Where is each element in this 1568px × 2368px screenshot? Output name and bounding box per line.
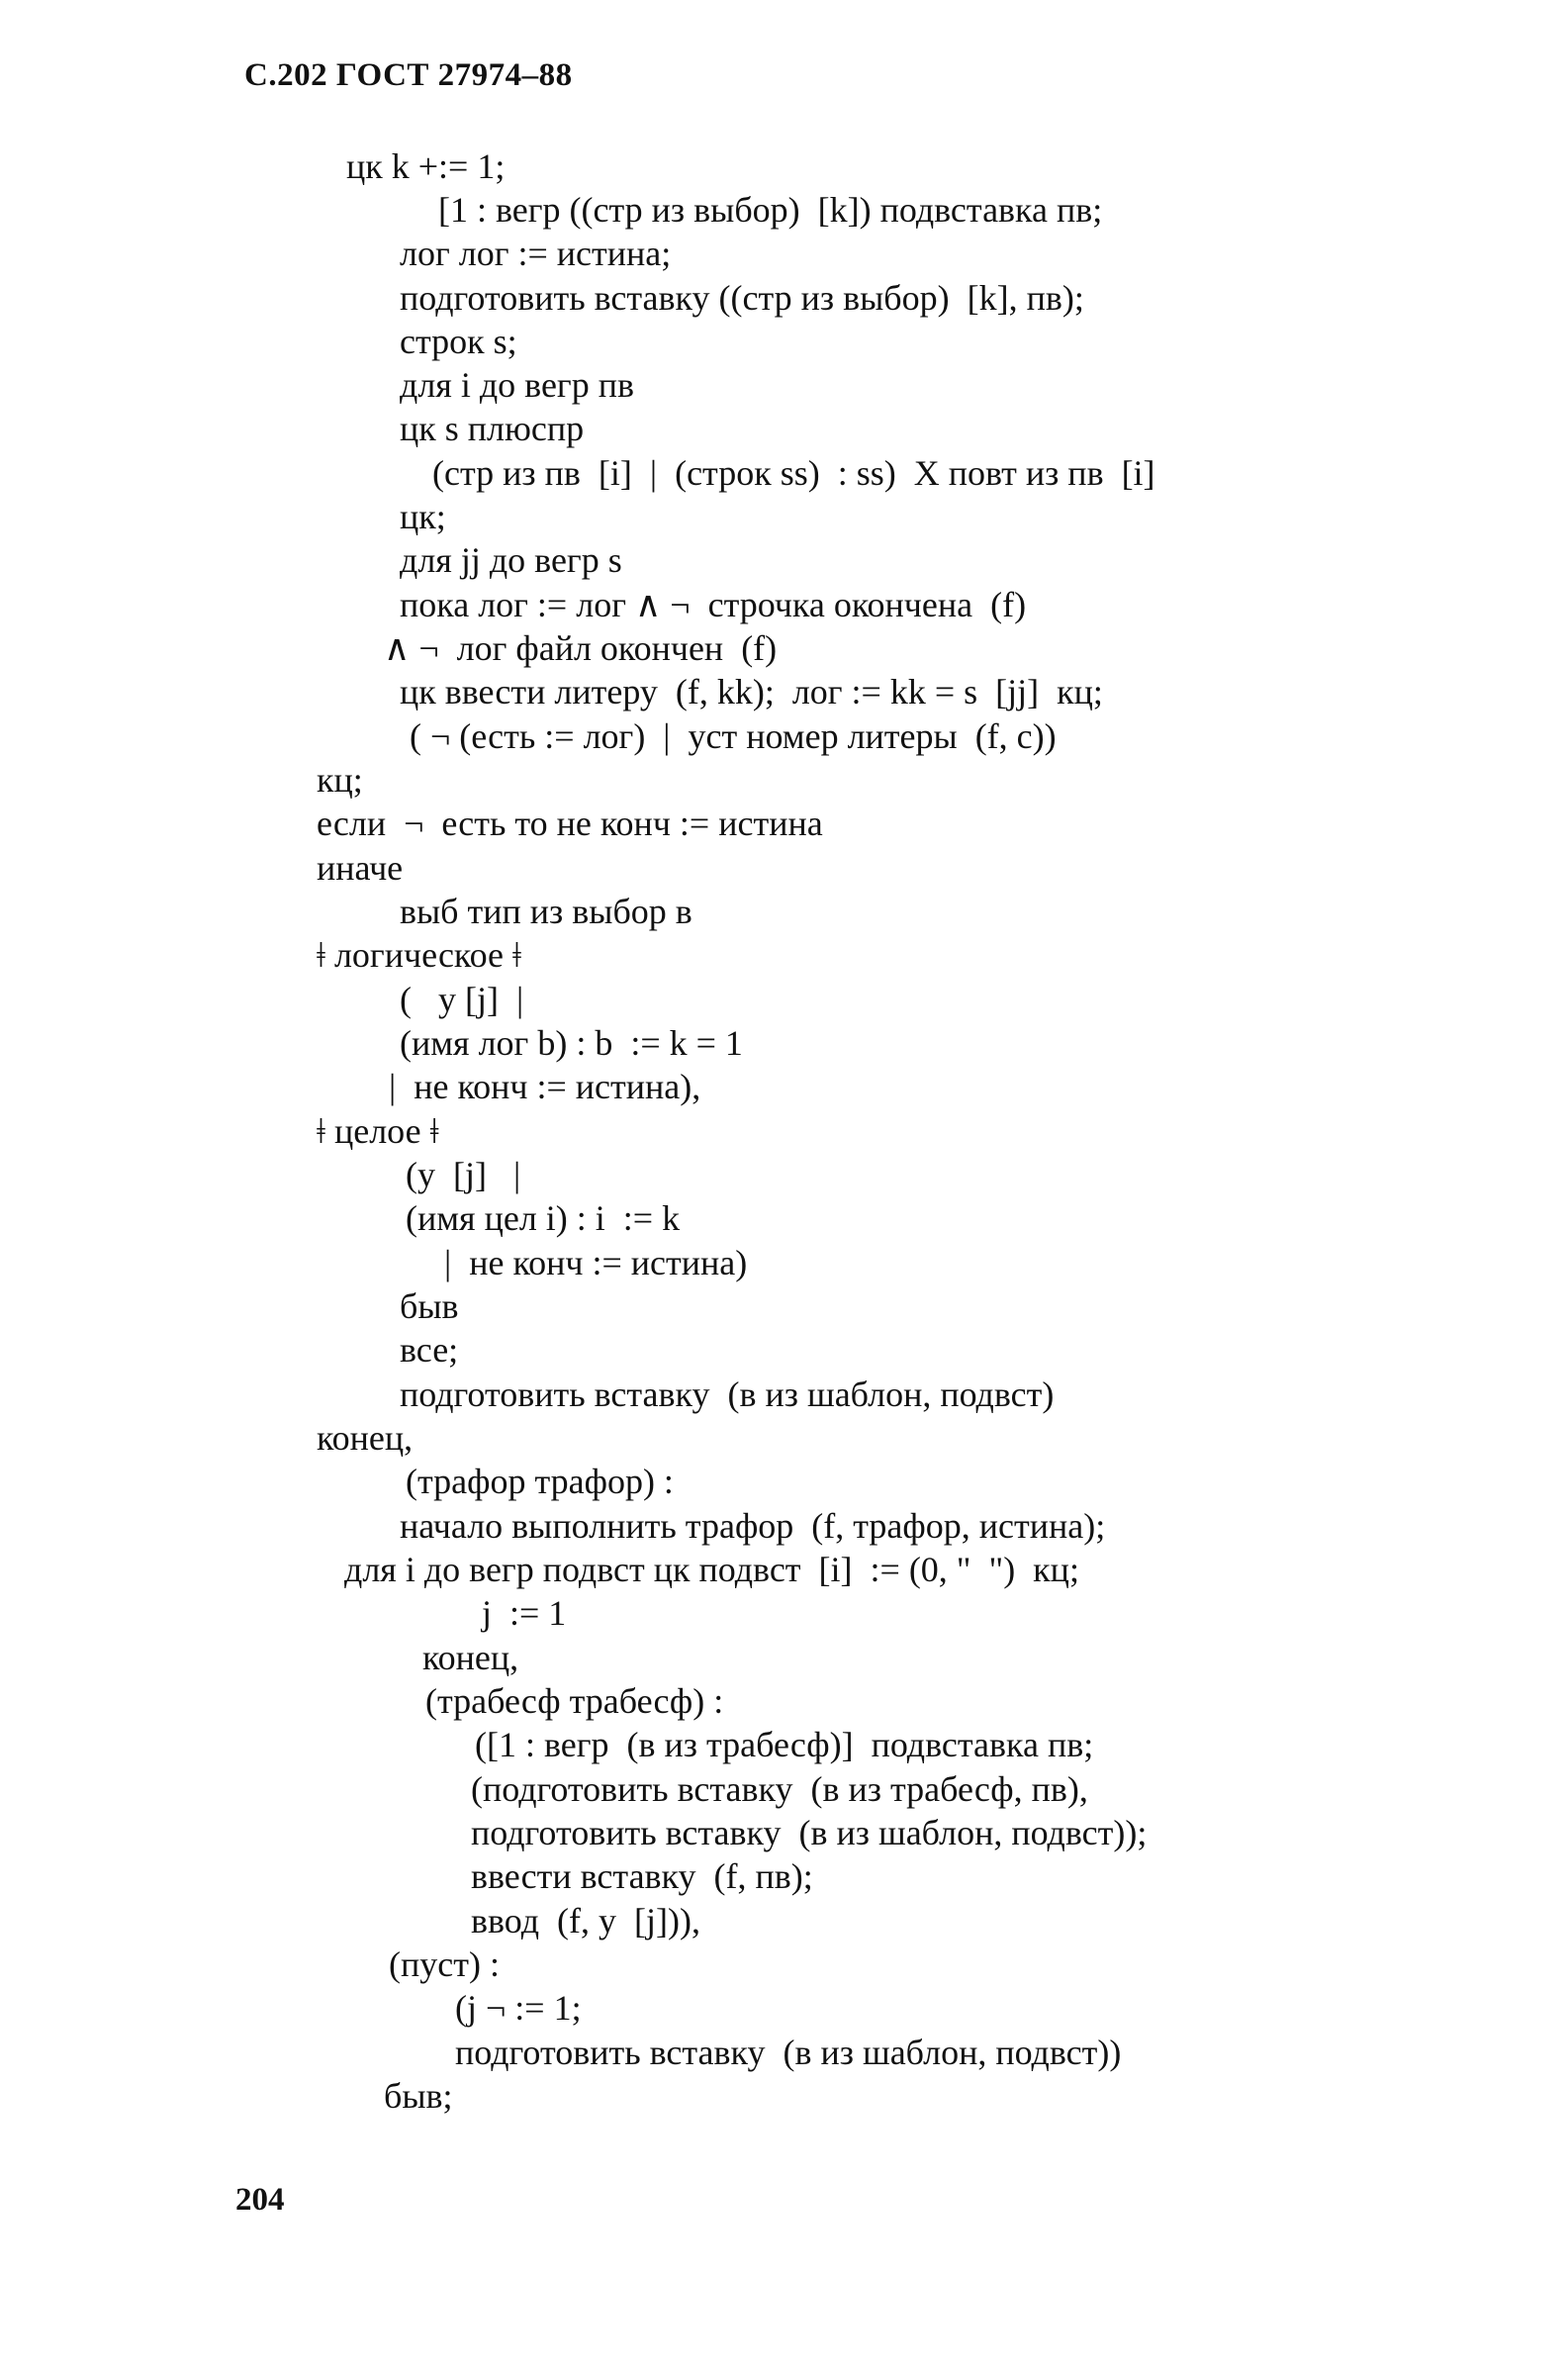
page-header: С.202 ГОСТ 27974–88 bbox=[244, 57, 573, 93]
code-line: быв bbox=[400, 1286, 459, 1326]
code-line: конец, bbox=[317, 1418, 414, 1458]
code-line: (у [j] | bbox=[406, 1155, 521, 1194]
code-line: цк ввести литеру (f, kk); лог := kk = s [jj] кц; bbox=[400, 672, 1103, 711]
code-line: (подготовить вставку (в из трабесф, пв), bbox=[471, 1769, 1088, 1809]
code-line: цк; bbox=[400, 497, 446, 536]
code-line: цк k +:= 1; bbox=[346, 146, 506, 186]
code-line: ввод (f, у [j])), bbox=[471, 1901, 700, 1941]
code-line: лог лог := истина; bbox=[400, 234, 672, 273]
code-line: выб тип из выбор в bbox=[400, 892, 692, 931]
code-line: подготовить вставку ((стр из выбор) [k], пв); bbox=[400, 278, 1084, 318]
code-line: ввести вставку (f, пв); bbox=[471, 1856, 813, 1896]
code-line: | не конч := истина) bbox=[444, 1243, 748, 1282]
code-line: (трабесф трабесф) : bbox=[425, 1681, 724, 1721]
page-number: 204 bbox=[235, 2182, 285, 2218]
code-line: начало выполнить трафор (f, трафор, истина); bbox=[400, 1506, 1106, 1546]
code-line: ǂ целое ǂ bbox=[317, 1111, 439, 1151]
code-line: ([1 : вегр (в из трабесф)] подвставка пв; bbox=[475, 1725, 1094, 1764]
code-line: для jj до вегр s bbox=[400, 540, 622, 580]
code-line: | не конч := истина), bbox=[389, 1067, 701, 1106]
code-line: ( у [j] | bbox=[400, 980, 524, 1019]
code-line: для i до вегр подвст цк подвст [i] := (0, " ") кц; bbox=[344, 1550, 1079, 1589]
code-line: ∧ ¬ лог файл окончен (f) bbox=[384, 628, 778, 668]
code-line: все; bbox=[400, 1330, 459, 1370]
code-line: пока лог := лог ∧ ¬ строчка окончена (f) bbox=[400, 585, 1027, 624]
code-line: (стр из пв [i] | (строк ss) : ss) X повт из пв [i] bbox=[432, 453, 1155, 493]
code-line: подготовить вставку (в из шаблон, подвст) bbox=[400, 1374, 1055, 1414]
code-line: (имя лог b) : b := k = 1 bbox=[400, 1023, 743, 1063]
code-line: иначе bbox=[317, 848, 404, 888]
code-line: конец, bbox=[422, 1638, 519, 1677]
code-line: ( ¬ (есть := лог) | уст номер литеры (f, c)) bbox=[410, 716, 1057, 756]
code-line: j := 1 bbox=[482, 1593, 567, 1633]
code-line: если ¬ есть то не конч := истина bbox=[317, 804, 823, 843]
code-line: (j ¬ := 1; bbox=[455, 1988, 582, 2028]
code-line: цк s плюспр bbox=[400, 409, 585, 448]
code-line: [1 : вегр ((стр из выбор) [k]) подвставка пв; bbox=[438, 190, 1103, 230]
code-line: (пуст) : bbox=[389, 1944, 500, 1984]
code-line: (имя цел i) : i := k bbox=[406, 1198, 681, 1238]
code-line: подготовить вставку (в из шаблон, подвст)) bbox=[455, 2033, 1122, 2072]
code-line: подготовить вставку (в из шаблон, подвст)); bbox=[471, 1813, 1148, 1852]
code-line: (трафор трафор) : bbox=[406, 1462, 674, 1501]
code-line: быв; bbox=[384, 2076, 453, 2116]
code-line: ǂ логическое ǂ bbox=[317, 935, 521, 975]
code-line: кц; bbox=[317, 760, 363, 800]
code-line: для i до вегр пв bbox=[400, 365, 634, 405]
code-line: строк s; bbox=[400, 322, 517, 361]
